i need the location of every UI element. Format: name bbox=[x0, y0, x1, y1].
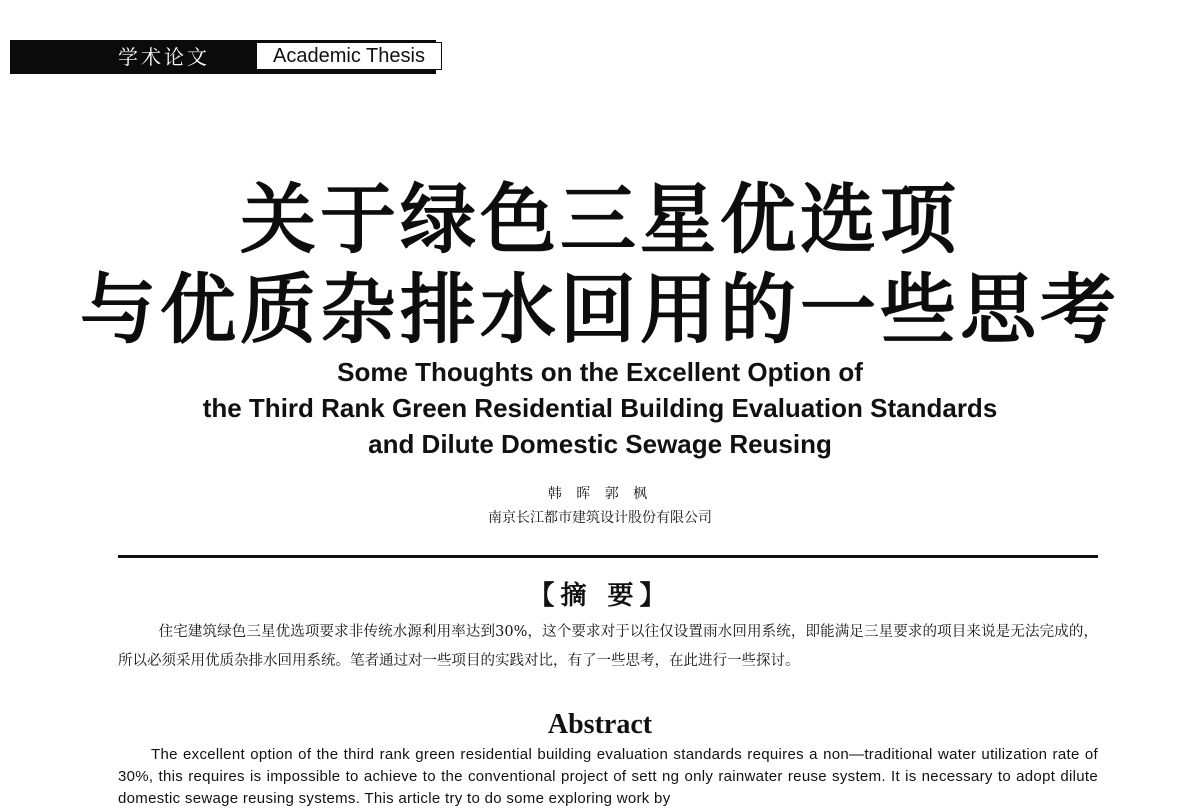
title-cn-line2: 与优质杂排水回用的一些思考 bbox=[80, 265, 1120, 354]
section-divider bbox=[118, 555, 1098, 558]
title-en-line2: the Third Rank Green Residential Building Evaluation Standards bbox=[202, 393, 998, 423]
section-label-en-box bbox=[256, 42, 442, 70]
abstract-cn-heading: 【摘 要】 bbox=[528, 581, 672, 611]
section-label-en: Academic Thesis bbox=[273, 45, 425, 67]
section-label-cn: 学术论文 bbox=[118, 45, 210, 69]
title-en-line1: Some Thoughts on the Excellent Option of bbox=[337, 357, 863, 387]
section-header-bar bbox=[10, 40, 436, 74]
title-en-line3: and Dilute Domestic Sewage Reusing bbox=[368, 429, 832, 459]
author-affiliation: 南京长江都市建筑设计股份有限公司 bbox=[488, 510, 712, 526]
abstract-cn-body: 住宅建筑绿色三星优选项要求非传统水源利用率达到30%，这个要求对于以往仅设置雨水回用系统，即能满足三星要求的项目来说是无法完成的，所以必须采用优质杂排水回用系统。笔者通过对一些项目的实践对比，有了一些思考，在此进行一些探讨。 bbox=[118, 624, 1098, 669]
title-cn-line1: 关于绿色三星优选项 bbox=[240, 175, 960, 264]
abstract-en-heading: Abstract bbox=[547, 709, 653, 740]
author-names: 韩 晖 郭 枫 bbox=[547, 486, 653, 502]
abstract-en-body: The excellent option of the third rank green residential building evaluation standards requires a non—traditional water utilization rate of 30%, this requires is impossible to achieve to the conventional project of sett ng only rainwater reuse system. It is necessary to adopt dilute domestic sewage reusing systems. This article try to do some exploring work by bbox=[118, 746, 1098, 807]
